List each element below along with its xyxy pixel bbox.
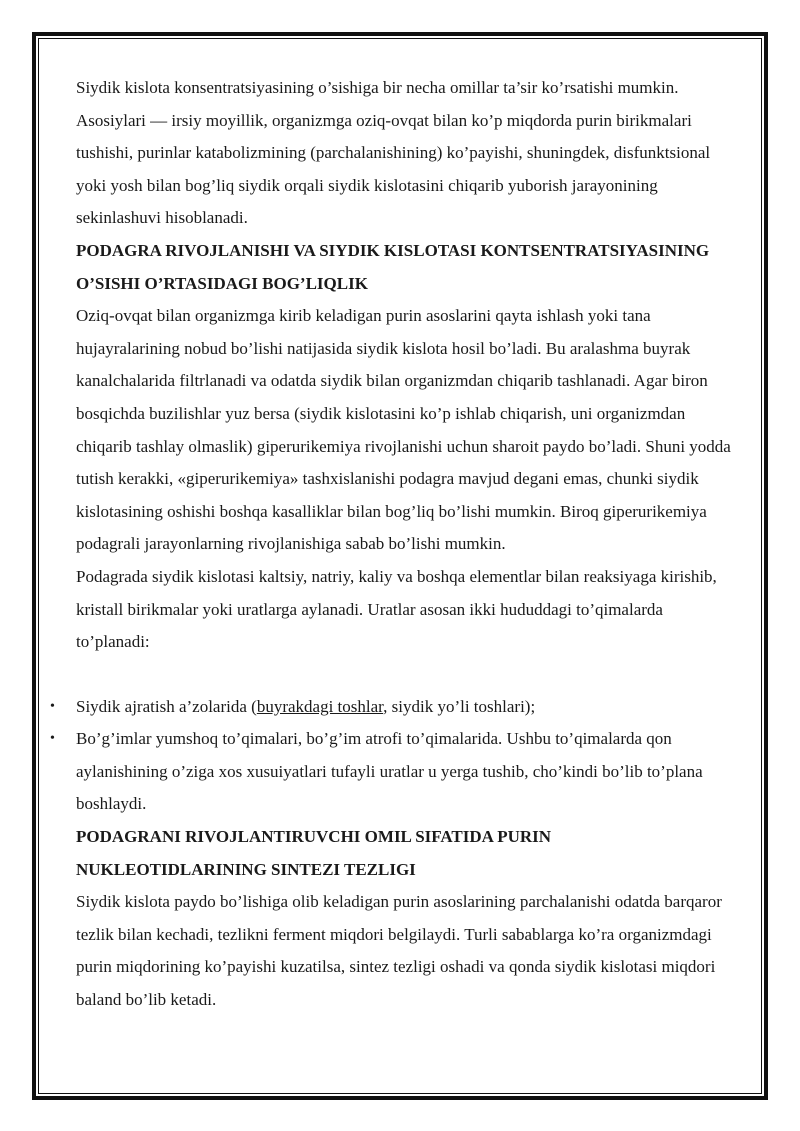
list-item-text-start: Siydik ajratish a’zolarida ( xyxy=(76,696,257,716)
list-item: • Bo’g’imlar yumshoq to’qimalari, bo’g’im atrofi to’qimalarida. Ushbu to’qimalarda qon aylanishining o’ziga xos xusuiyatlari tufayli uratlar u yerga tushib, cho’kindi bo’lib to’plana boshlaydi. xyxy=(76,723,736,821)
list-item xyxy=(76,691,736,724)
urate-location-list xyxy=(76,691,736,821)
list-item-text-end: , siydik yo’li toshlari); xyxy=(383,696,536,716)
section-heading-purin-synthesis: PODAGRANI RIVOJLANTIRUVCHI OMIL SIFATIDA PURIN NUKLEOTIDLARINING SINTEZI TEZLIGI xyxy=(76,827,552,879)
paragraph-synthesis-rate: Siydik kislota paydo bo’lishiga olib keladigan purin asoslarining parchalanishi odatda barqaror tezlik bilan kechadi, tezlikni ferment miqdori belgilaydi. Turli sabablarga ko’ra organizmdagi purin miqdorining ko’payishi kuzatilsa, sintez tezligi oshadi va qonda siydik kislotasi miqdori baland bo’lib ketadi. xyxy=(76,892,722,1010)
spacer xyxy=(76,659,736,691)
section-heading-gout-link: PODAGRA RIVOJLANISHI VA SIYDIK KISLOTASI KONTSENTRATSIYASINING O’SISHI O’RTASIDAGI BOG’LIQLIK xyxy=(76,240,710,293)
document-body xyxy=(76,72,736,1017)
kidney-stones-link[interactable]: buyrakdagi toshlar xyxy=(256,696,384,716)
paragraph-uric-acid-formation: Oziq-ovqat bilan organizmga kirib keladigan purin asoslarini qayta ishlash yoki tana hujayralarining nobud bo’lishi natijasida siydik kislota hosil bo’ladi. Bu aralashma buyrak kanalchalarida filtrlanadi va odatda siydik bilan organizmdan chiqarib tashlanadi. Agar biron bosqichda buzilishlar yuz bersa (siydik kislotasini ko’p ishlab chiqarish, uni organizmdan chiqarib tashlay olmaslik) giperurikemiya rivojlanishi uchun sharoit paydo bo’ladi. Shuni yodda tutish kerakki, «giperurikemiya» tashxislanishi podagra mavjud degani emas, chunki siydik kislotasining oshishi boshqa kasalliklar bilan bog’liq bo’lishi mumkin. Biroq giperurikemiya podagrali jarayonlarning rivojlanishiga sabab bo’lishi mumkin. xyxy=(76,306,731,554)
paragraph-urate-deposition: Podagrada siydik kislotasi kaltsiy, natriy, kaliy va boshqa elementlar bilan reaksiyaga kirishib, kristall birikmalar yoki uratlarga aylanadi. Uratlar asosan ikki hududdagi to’qimalarda to’planadi: xyxy=(76,566,717,652)
paragraph-causes: Siydik kislota konsentratsiyasining o’sishiga bir necha omillar ta’sir ko’rsatishi mumkin. Asosiylari — irsiy moyillik, organizmga oziq-ovqat bilan ko’p miqdorda purin birikmalari tushishi, purinlar katabolizmining (parchalanishining) ko’payishi, shuningdek, disfunktsional yoki yosh bilan bog’liq siydik orqali siydik kislotasini chiqarib yuborish jarayonining sekinlashuvi hisoblanadi. xyxy=(76,78,711,228)
